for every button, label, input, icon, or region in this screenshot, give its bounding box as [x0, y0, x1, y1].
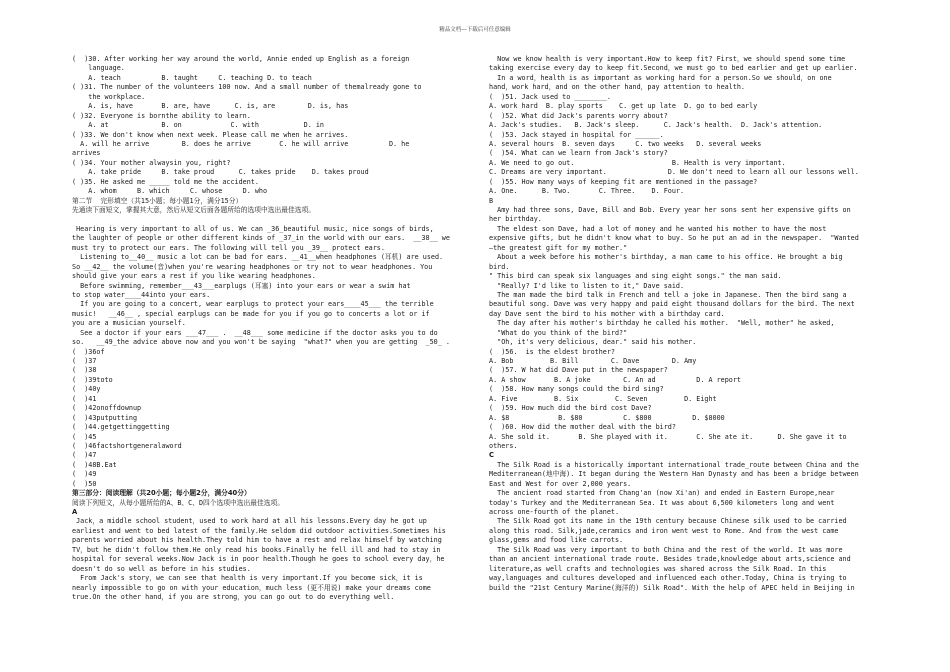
text-line: the workplace.: [72, 92, 146, 101]
text-line: glass,gems and food like carrots.: [489, 536, 624, 545]
text-line: ( )51. Jack used to ________.: [489, 92, 611, 101]
text-line: Before swimming, remember___43___earplugs (耳塞) into your ears or wear a swim hat: [72, 281, 411, 290]
text-line: C. Dreams are very important. D. We don't need to learn all our lessons well.: [489, 168, 859, 177]
text-line: In a word，health is as important as working hard for a person.So we should，on one: [489, 73, 832, 82]
text-line: her birthday.: [489, 215, 542, 224]
text-line: ( )34. Your mother alwaysin you, right?: [72, 158, 231, 167]
text-line: A. work hard B. play sports C. get up late D. go to bed early: [489, 102, 758, 111]
text-line: 第三部分：阅读理解（共20小题；每小题2分，满分40分）: [72, 489, 251, 498]
text-line: " This bird can speak six languages and sing eight songs." the man said.: [489, 272, 782, 281]
text-line: The day after his mother's birthday he called his mother. "Well, mother" he asked,: [489, 319, 835, 328]
text-line: A. Five B. Six C. Seven D. Eight: [489, 394, 717, 403]
text-line: ( )44.getgettinggetting: [72, 423, 170, 432]
text-line: "Really? I'd like to listen to it," Dave said.: [489, 281, 685, 290]
text-line: true.On the other hand，if you are strong，you can go out to do everything well.: [72, 592, 395, 601]
text-line: A. is, have B. are, have C. is, are D. is, has: [72, 102, 349, 111]
text-line: B: [489, 196, 494, 205]
text-line: you are a musician yourself.: [72, 319, 186, 328]
text-line: ( )50: [72, 479, 97, 488]
text-line: A. Bob B. Bill C. Dave D. Amy: [489, 357, 697, 365]
text-line: expensive gifts, but he didn't know what to buy. So he put an ad in the newspaper. "Wanted: [489, 234, 859, 243]
page-header: 精品文档---下载后可任意编辑: [439, 27, 511, 33]
text-line: than an ancient international trade route. Besides trade,knowledge about arts,science and: [489, 555, 851, 564]
text-line: nearly impossible to go on with your education，much less (更不用说) make your dreams come: [72, 583, 431, 592]
text-line: ( )49: [72, 470, 97, 479]
text-line: parents worried about his health.They told him to have a rest and relax himself by watching: [72, 536, 442, 545]
text-line: ( )52. What did Jack's parents worry about?: [489, 111, 668, 120]
text-line: A. at B. on C. with D. in: [72, 121, 324, 130]
text-line: A. A show B. A joke C. An ad D. A report: [489, 375, 741, 384]
text-line: ( )54. What can we learn from Jack's story?: [489, 149, 668, 158]
text-line: ( )57. W hat did Dave put in the newspaper?: [489, 366, 668, 375]
text-line: "Oh, it's very delicious, dear." said his mother.: [489, 338, 697, 347]
text-line: ( )35. He asked me _____ told me the accident.: [72, 177, 259, 186]
text-line: The man made the bird talk in French and tell a joke in Japanese. Then the bird sang a: [489, 290, 847, 299]
text-line: A. whom B. which C. whose D. who: [72, 187, 268, 196]
text-line: bird.: [489, 262, 510, 271]
text-line: others.: [489, 441, 518, 450]
text-line: ( )59. How much did the bird cost Dave?: [489, 404, 652, 413]
text-line: 先通读下面短文，掌握其大意，然后从短文后面各题所给的选项中选出最佳选项。: [72, 206, 316, 214]
text-line: ( )31. The number of the volunteers 100 now. And a small number of themalready gone to: [72, 83, 422, 92]
text-line: Hearing is very important to all of us. We can _36_beautiful music, nice songs of birds,: [72, 224, 434, 233]
right-column: [489, 55, 884, 593]
text-line: must try to protect our ears. The following will tell you _39__ protect ears.: [72, 243, 385, 252]
text-line: ( )37: [72, 357, 97, 365]
text-line: ( )36of: [72, 347, 105, 356]
text-line: If you are going to a concert, wear earplugs to protect your ears____45___ the terrible: [72, 300, 434, 309]
text-line: 第二节 完形填空（共15小题；每小题1分，满分15分）: [72, 196, 243, 205]
text-line: beautiful song. Dave was very happy and paid eight thousand dollars for the bird. The next: [489, 300, 855, 309]
text-line: From Jack's story，we can see that health is very important.If you become sick，it is: [72, 574, 423, 583]
text-line: The Silk Road was very important to both China and the rest of the world. It was more: [489, 545, 843, 554]
text-line: along this road. Silk,jade,ceramics and iron went west to Rome. And from the west came: [489, 526, 839, 535]
text-line: A. One. B. Two. C. Three. D. Four.: [489, 187, 685, 196]
text-line: ( )56. is the eldest brother?: [489, 347, 615, 356]
text-line: A. Jack's studies. B. Jack's sleep. C. Jack's health. D. Jack's attention.: [489, 121, 823, 130]
text-line: The ancient road started from Chang'an (now Xi'an) and ended in Eastern Europe,near: [489, 489, 835, 498]
text-line: ( )41: [72, 394, 97, 403]
text-line: doesn't do so well as before in his studies.: [72, 564, 251, 573]
text-line: today's Turkey and the Mediterranean Sea. It was about 6,500 kilometers long and went: [489, 498, 835, 507]
text-line: —the greatest gift for my mother.": [489, 243, 628, 252]
text-line: day Dave sent the bird to his mother with a birthday card.: [489, 309, 725, 318]
text-line: TV，but he didn't follow them.He only read his books.Finally he fell ill and had to stay in: [72, 545, 441, 554]
text-line: ( )33. We don't know when next week. Please call me when he arrives.: [72, 130, 349, 139]
text-line: A. take pride B. take proud C. takes pride D. takes proud: [72, 168, 369, 177]
text-line: to stop water____44into your ears.: [72, 290, 211, 299]
text-line: The eldest son Dave, had a lot of money and he wanted his mother to have the most: [489, 224, 827, 233]
text-line: ( )32. Everyone is bornthe ability to learn.: [72, 111, 251, 120]
text-line: so. __49_the advice above now and you won't be saying "what?" when you are getting _50_ .: [72, 338, 450, 347]
text-line: A. She sold it. B. She played with it. C. She ate it. D. She gave it to: [489, 432, 847, 441]
text-line: Now we know health is very important.How to keep fit? First，we should spend some time: [489, 55, 846, 63]
text-line: [72, 215, 467, 224]
text-line: ( )55. How many ways of keeping fit are mentioned in the passage?: [489, 177, 758, 186]
text-line: ( )40y: [72, 385, 101, 394]
text-line: music! __46__ , special earplugs can be made for you if you go to concerts a lot or if: [72, 309, 430, 318]
text-line: The Silk Road is a historically important international trade_route between China and the: [489, 460, 859, 469]
text-line: Amy had three sons, Dave, Bill and Bob. Every year her sons sent her expensive gifts on: [489, 206, 851, 214]
text-line: build the "21st Century Marine(海洋的) Silk Road". With the help of APEC held in Beijing in: [489, 583, 855, 592]
text-line: "What do you think of the bird?": [489, 328, 628, 337]
text-line: ( )58. How many songs could the bird sing?: [489, 385, 664, 394]
text-line: A: [72, 508, 78, 516]
text-line: ( )43putputting: [72, 413, 138, 422]
text-line: A. several hours B. seven days C. two weeks D. several weeks: [489, 139, 762, 148]
text-line: A. $8 B. $80 C. $800 D. $8000: [489, 413, 725, 422]
text-line: the laughter of people or other different kinds of _37_in the world with our ears. __38__ we: [72, 234, 450, 243]
text-line: language.: [72, 64, 125, 73]
text-line: Listening to__40__ music a lot can be bad for ears. __41__when headphones (耳机) are used.: [72, 253, 444, 262]
text-line: ( )46factshortgeneralaword: [72, 441, 182, 450]
text-line: ( )47: [72, 451, 97, 460]
text-line: See a doctor if your ears ___47___ . __48___ some medicine if the doctor asks you to do: [72, 328, 438, 337]
text-line: 阅读下列短文，从每小题所给的A、B、C、D四个选项中选出最佳选项。: [72, 498, 285, 507]
text-line: Jack，a middle school student，used to work hard at all his lessons.Every day he got up: [72, 517, 427, 526]
text-line: ( )39toto: [72, 375, 113, 384]
text-line: hospital for several weeks.Now Jack is in poor health.Though he goes to school every day，he: [72, 555, 445, 564]
text-line: A. teach B. taught C. teaching D. to teach: [72, 73, 312, 82]
text-line: ( )53. Jack stayed in hospital for ______.: [489, 130, 664, 139]
left-column: [72, 55, 467, 602]
text-line: ( )48B.Eat: [72, 460, 117, 469]
text-line: hand，work hard，and on the other hand，pay attention to health.: [489, 83, 745, 92]
text-line: taking exercise every day to keep fit.Second，we must go to bed earlier and get up earlier.: [489, 64, 858, 73]
text-line: ( )60. How did the mother deal with the bird?: [489, 423, 676, 432]
text-line: should give your ears a rest if you like wearing headphones.: [72, 272, 316, 281]
text-line: earliest and went to bed latest of the family.He seldom did outdoor activities.Sometimes his: [72, 526, 446, 535]
text-line: way,languages and cultures developed and influenced each other.Today, China is trying to: [489, 574, 847, 583]
text-line: Mediterranean(地中海). It began during the Western Han Dynasty and has been a bridge between: [489, 470, 859, 479]
text-line: So __42__ the volume(音)when you're wearing headphones or try not to wear headphones. You: [72, 262, 433, 271]
text-line: A. We need to go out. B. Health is very important.: [489, 158, 786, 167]
text-line: arrives: [72, 149, 101, 158]
text-line: ( )45: [72, 432, 97, 441]
text-line: across one-fourth of the planet.: [489, 508, 620, 516]
text-line: ( )42onoffdownup: [72, 404, 142, 413]
text-line: East and West for over 2,000 years.: [489, 479, 632, 488]
text-line: literature,as well crafts and technologies was shared across the Silk Road. In this: [489, 564, 827, 573]
text-line: The Silk Road got its name in the 19th century because Chinese silk used to be carried: [489, 517, 847, 526]
text-line: A. will he arrive B. does he arrive C. he will arrive D. he: [72, 139, 410, 148]
text-line: About a week before his mother's birthday, a man came to his office. He brought a big: [489, 253, 843, 262]
text-line: ( )38: [72, 366, 97, 375]
text-line: ( )30. After working her way around the world, Annie ended up English as a foreign: [72, 55, 410, 63]
text-line: C: [489, 451, 494, 460]
